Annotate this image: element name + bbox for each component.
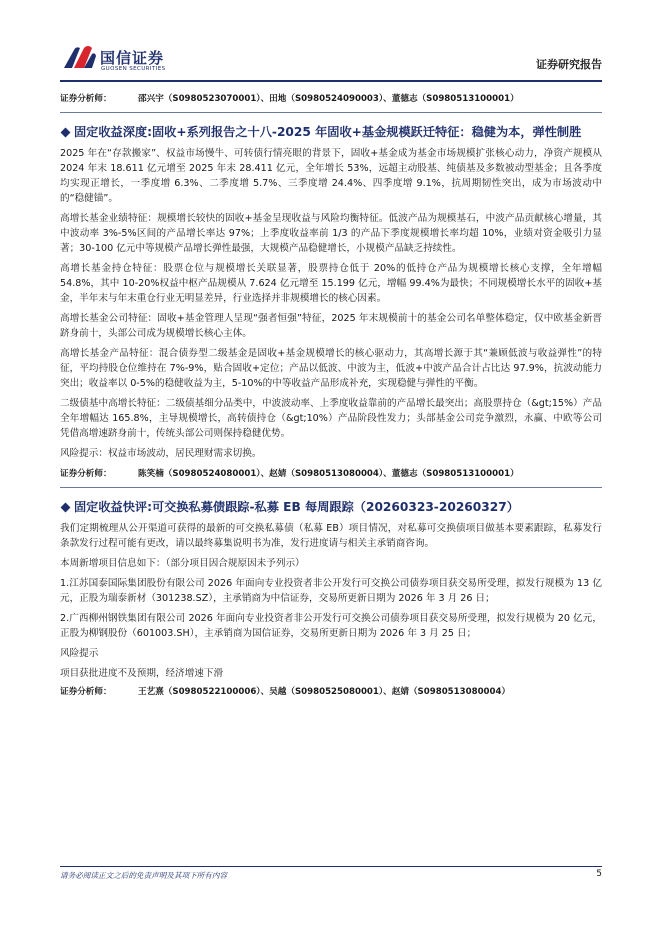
section2-new-info: 本周新增项目信息如下：（部分项目因合规原因未予列示）	[60, 558, 305, 569]
page-header	[0, 0, 662, 90]
page-content	[60, 92, 602, 699]
section2-heading	[60, 498, 602, 516]
section2-item: 2.广西柳州钢铁集团有限公司 2026 年面向专业投资者非公开发行可交换公司债券项目获交易所受理，拟发行规模为 20 亿元，正股为柳钢股份（601003.SH），主承销商为国信证券，交易所更新日期为 2026 年 3 月 25 日；	[60, 613, 602, 639]
section1-paragraph: 高增长基金公司特征：固收+基金管理人呈现“强者恒强”特征，2025 年末规模前十的基金公司名单整体稳定，仅中欧基金新晋跻身前十，头部公司成为规模增长核心主体。	[60, 313, 602, 339]
analyst-line-section0	[60, 92, 602, 106]
guosen-logo	[62, 44, 212, 84]
report-type-title: 证券研究报告	[536, 58, 602, 71]
disclaimer-note: 请务必阅读正文之后的免责声明及其项下所有内容	[60, 871, 228, 880]
section2-risk-text: 项目获批进度不及预期，经济增速下滑	[60, 668, 224, 679]
section2-intro: 我们定期梳理从公开渠道可获得的最新的可交换私募债（私募 EB）项目情况，对私募可交换债项目做基本要素跟踪，私募发行条款发行过程可能有更改，请以最终募集说明书为准，发行进度请与相关主承销商咨询。	[60, 523, 602, 549]
header-divider	[60, 80, 602, 82]
logo-english-text: GUOSEN SECURITIES	[101, 66, 166, 72]
section1-paragraph: 二级债基中高增长特征：二级债基细分品类中，中波波动率、上季度收益靠前的产品增长最突出；高股票持仓（&gt;15%）产品全年增幅达 165.8%，主导规模增长，高转债持仓（&gt;10%）产品阶段性发力；头部基金公司竞争激烈，永赢、中欧等公司凭借高增速跻身前十，传统头部公司则保持稳健优势。	[60, 398, 602, 439]
analyst-names: 邵兴宇（S0980523070001）、田地（S0980524090003）、董德志（S0980513100001）	[138, 94, 519, 104]
section-divider	[60, 112, 602, 113]
analyst-label: 证券分析师：	[60, 687, 112, 697]
guosen-logo-mark-icon	[62, 44, 98, 70]
page-number: 5	[596, 869, 602, 879]
section1-title: 固定收益深度:固收+系列报告之十八-2025 年固收+基金规模跃迁特征：稳健为本，弹性制胜	[74, 125, 582, 139]
diamond-bullet-icon	[60, 498, 74, 516]
section1-paragraph: 高增长基金持仓特征：股票仓位与规模增长关联显著，股票持仓低于 20%的低持仓产品为规模增长核心支撑，全年增幅 54.8%，其中 10-20%权益中枢产品规模从 7.624 亿元增至 15.199 亿元，增幅 99.4%为最快；不同规模增长水平的固收+基金，半年末与年末重仓行业无明显差异，行业选择并非规模增长的核心因素。	[60, 263, 602, 304]
section1-heading	[60, 123, 602, 141]
section1-risk-note: 风险提示：权益市场波动，居民理财需求切换。	[60, 448, 262, 459]
section2-title: 固定收益快评:可交换私募债跟踪-私募 EB 每周跟踪（20260323-20260327）	[74, 500, 519, 514]
section-divider	[60, 487, 602, 488]
analyst-names: 陈笑楠（S0980524080001）、赵婧（S0980513080004）、董德志（S0980513100001）	[138, 469, 519, 479]
section1-paragraph: 高增长基金产品特征：混合债券型二级基金是固收+基金规模增长的核心驱动力，其高增长源于其“兼顾低波与收益弹性”的特征，平均持股仓位维持在 7%-9%，贴合固收+定位；产品以低波、中波为主，低波+中波产品合计占比达 97.9%，抗波动能力突出；收益率以 0-5%的稳健收益为主，5-10%的中等收益产品形成补充，实现稳健与弹性的平衡。	[60, 348, 602, 389]
analyst-label: 证券分析师：	[60, 94, 112, 104]
analyst-names: 王艺熹（S0980522100006）、吴越（S0980525080001）、赵婧（S0980513080004）	[138, 687, 511, 697]
diamond-bullet-icon	[60, 123, 74, 141]
logo-chinese-text: 国信证券	[100, 49, 165, 67]
analyst-line-section2	[60, 685, 602, 699]
section1-paragraph: 高增长基金业绩特征：规模增长较快的固收+基金呈现收益与风险均衡特征。低波产品为规模基石，中波产品贡献核心增量，其中波动率 3%-5%区间的产品增长率达 97%；上季度收益率前 1/3 的产品下季度规模增长率均超 10%，业绩对资金吸引力显著；30-100 亿元中等规模产品增长弹性最强，大规模产品稳健增长，小规模产品缺乏持续性。	[60, 213, 602, 254]
analyst-line-section1	[60, 467, 602, 481]
section2-item: 1.江苏国泰国际集团股份有限公司 2026 年面向专业投资者非公开发行可交换公司债券项目获交易所受理，拟发行规模为 13 亿元，正股为瑞泰新材（301238.SZ），主承销商为中信证券，交易所更新日期为 2026 年 3 月 26 日；	[60, 578, 602, 604]
section1-paragraph: 2025 年在“存款搬家”、权益市场慢牛、可转债行情亮眼的背景下，固收+基金成为基金市场规模扩张核心动力，净资产规模从 2024 年末 18.611 亿元增至 2025 年末 28.411 亿元，全年增长 53%，远超主动股基、纯债基及多数被动型基金；且各季度均实现正增长，一季度增 6.3%、二季度增 5.7%、三季度增 24.4%、四季度增 9.1%，抗周期韧性突出，成为市场波动中的“稳健锚”。	[60, 148, 602, 204]
page-footer	[60, 866, 602, 880]
analyst-label: 证券分析师：	[60, 469, 112, 479]
section2-risk-title: 风险提示	[60, 648, 99, 659]
